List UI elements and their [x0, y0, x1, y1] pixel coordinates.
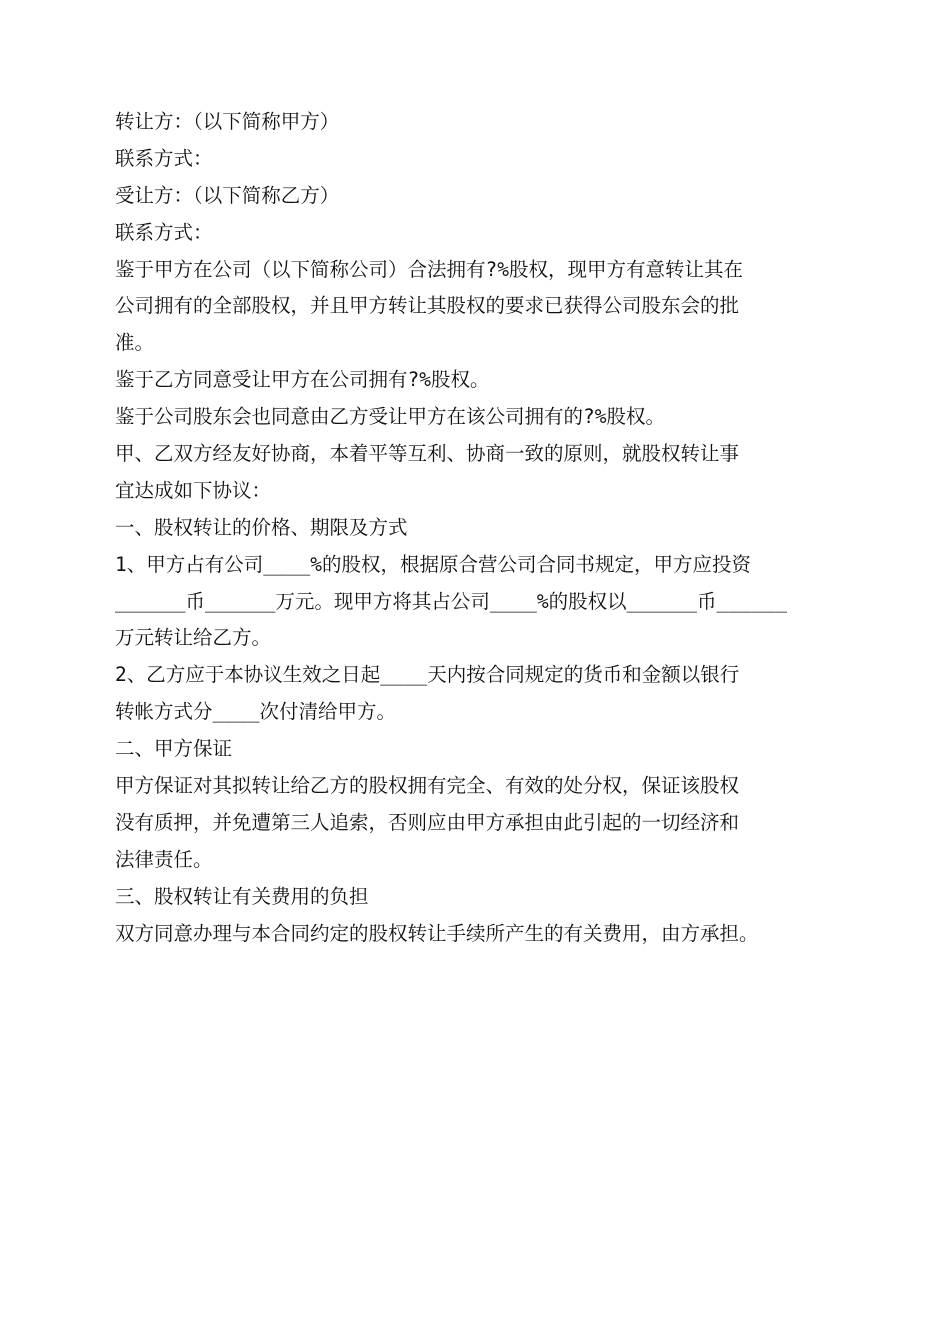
recital-line: 鉴于甲方在公司（以下简称公司）合法拥有?%股权，现甲方有意转让其在 [115, 257, 743, 281]
transferee-contact-line: 联系方式： [115, 220, 213, 244]
section-heading: 三、股权转让有关费用的负担 [115, 884, 369, 908]
document-body [115, 104, 840, 952]
clause-line: 1、甲方占有公司____%的股权，根据原合营公司合同书规定，甲方应投资 [115, 552, 751, 576]
recital-line: 鉴于乙方同意受让甲方在公司拥有?%股权。 [115, 368, 490, 392]
transferee-line: 受让方：（以下简称乙方） [115, 183, 340, 207]
clause-line: 转帐方式分____次付清给甲方。 [115, 700, 396, 724]
recital-line: 公司拥有的全部股权，并且甲方转让其股权的要求已获得公司股东会的批 [115, 294, 740, 318]
agreement-intro-line: 甲、乙双方经友好协商，本着平等互利、协商一致的原则，就股权转让事 [115, 442, 740, 466]
recital-line: 鉴于公司股东会也同意由乙方受让甲方在该公司拥有的?%股权。 [115, 405, 665, 429]
clause-line: 甲方保证对其拟转让给乙方的股权拥有完全、有效的处分权，保证该股权 [115, 774, 740, 798]
section-heading: 二、甲方保证 [115, 737, 233, 761]
transferor-line: 转让方：（以下简称甲方） [115, 110, 340, 133]
section-heading: 一、股权转让的价格、期限及方式 [115, 515, 408, 539]
agreement-intro-line: 宜达成如下协议： [115, 478, 272, 502]
clause-line: 2、乙方应于本协议生效之日起____天内按合同规定的货币和金额以银行 [115, 663, 740, 687]
clause-line: 双方同意办理与本合同约定的股权转让手续所产生的有关费用，由方承担。 [115, 921, 759, 945]
clause-line: ______币______万元。现甲方将其占公司____%的股权以______币______ [115, 589, 787, 613]
clause-line: 法律责任。 [115, 847, 213, 871]
recital-line: 准。 [115, 331, 155, 355]
clause-line: 万元转让给乙方。 [115, 626, 272, 650]
clause-line: 没有质押，并免遭第三人追索，否则应由甲方承担由此引起的一切经济和 [115, 810, 740, 834]
transferor-contact-line: 联系方式： [115, 146, 213, 170]
